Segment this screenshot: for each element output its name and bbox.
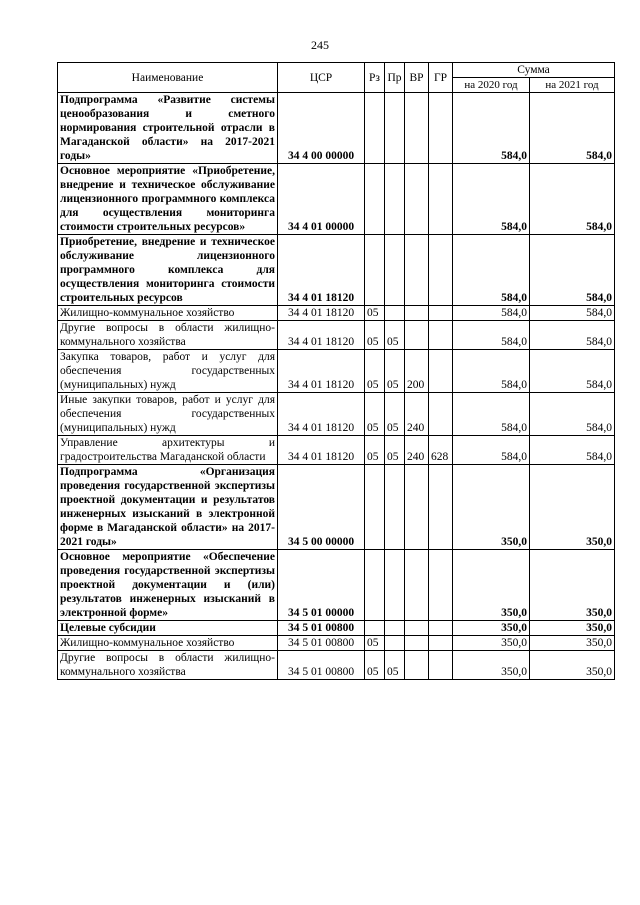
cell-pr: 05 bbox=[385, 321, 405, 350]
header-year-2021: на 2021 год bbox=[530, 78, 615, 93]
cell-sum-2020: 350,0 bbox=[453, 636, 530, 651]
cell-gr bbox=[429, 550, 453, 621]
table-row bbox=[58, 651, 615, 680]
cell-vr bbox=[405, 636, 429, 651]
cell-csr: 34 4 00 00000 bbox=[278, 93, 365, 164]
cell-pr: 05 bbox=[385, 393, 405, 436]
cell-sum-2021: 350,0 bbox=[530, 636, 615, 651]
header-csr: ЦСР bbox=[278, 63, 365, 93]
cell-csr: 34 5 01 00800 bbox=[278, 651, 365, 680]
cell-vr: 240 bbox=[405, 393, 429, 436]
cell-sum-2021: 584,0 bbox=[530, 393, 615, 436]
cell-sum-2021: 350,0 bbox=[530, 550, 615, 621]
cell-vr: 200 bbox=[405, 350, 429, 393]
cell-gr bbox=[429, 621, 453, 636]
cell-name: Целевые субсидии bbox=[58, 621, 278, 636]
cell-sum-2020: 350,0 bbox=[453, 651, 530, 680]
table-row bbox=[58, 550, 615, 621]
cell-name: Иные закупки товаров, работ и услуг для обеспечения государственных (муниципальных) нужд bbox=[58, 393, 278, 436]
cell-pr bbox=[385, 636, 405, 651]
table-row bbox=[58, 393, 615, 436]
cell-pr bbox=[385, 621, 405, 636]
cell-csr: 34 5 01 00000 bbox=[278, 550, 365, 621]
cell-csr: 34 5 01 00800 bbox=[278, 621, 365, 636]
cell-sum-2021: 350,0 bbox=[530, 465, 615, 550]
cell-gr bbox=[429, 465, 453, 550]
cell-sum-2020: 350,0 bbox=[453, 621, 530, 636]
cell-sum-2020: 584,0 bbox=[453, 350, 530, 393]
cell-vr bbox=[405, 306, 429, 321]
cell-vr: 240 bbox=[405, 436, 429, 465]
table-row bbox=[58, 306, 615, 321]
cell-vr bbox=[405, 550, 429, 621]
cell-name: Другие вопросы в области жилищно-коммунального хозяйства bbox=[58, 651, 278, 680]
cell-sum-2020: 584,0 bbox=[453, 393, 530, 436]
cell-csr: 34 4 01 00000 bbox=[278, 164, 365, 235]
cell-rz: 05 bbox=[365, 321, 385, 350]
cell-sum-2021: 584,0 bbox=[530, 306, 615, 321]
table-row bbox=[58, 93, 615, 164]
table-row bbox=[58, 465, 615, 550]
header-vr: ВР bbox=[405, 63, 429, 93]
cell-name: Закупка товаров, работ и услуг для обеспечения государственных (муниципальных) нужд bbox=[58, 350, 278, 393]
cell-sum-2021: 584,0 bbox=[530, 350, 615, 393]
cell-gr bbox=[429, 651, 453, 680]
table-row bbox=[58, 636, 615, 651]
cell-sum-2020: 584,0 bbox=[453, 436, 530, 465]
cell-rz: 05 bbox=[365, 651, 385, 680]
cell-rz bbox=[365, 550, 385, 621]
cell-rz: 05 bbox=[365, 306, 385, 321]
cell-sum-2021: 584,0 bbox=[530, 93, 615, 164]
cell-sum-2020: 350,0 bbox=[453, 465, 530, 550]
cell-gr bbox=[429, 235, 453, 306]
cell-pr bbox=[385, 550, 405, 621]
cell-csr: 34 4 01 18120 bbox=[278, 321, 365, 350]
cell-name: Другие вопросы в области жилищно-коммунального хозяйства bbox=[58, 321, 278, 350]
cell-gr: 628 bbox=[429, 436, 453, 465]
cell-csr: 34 4 01 18120 bbox=[278, 235, 365, 306]
cell-pr bbox=[385, 93, 405, 164]
cell-name: Подпрограмма «Развитие системы ценообразования и сметного нормирования строительной отрасли в Магаданской области» на 2017-2021 годы» bbox=[58, 93, 278, 164]
cell-name: Приобретение, внедрение и техническое обслуживание лицензионного программного комплекса для осуществления мониторинга стоимости строительных ресурсов bbox=[58, 235, 278, 306]
cell-sum-2020: 584,0 bbox=[453, 306, 530, 321]
cell-sum-2020: 584,0 bbox=[453, 235, 530, 306]
cell-vr bbox=[405, 93, 429, 164]
cell-sum-2021: 350,0 bbox=[530, 651, 615, 680]
cell-rz bbox=[365, 93, 385, 164]
cell-sum-2021: 584,0 bbox=[530, 321, 615, 350]
cell-sum-2021: 584,0 bbox=[530, 164, 615, 235]
cell-name: Основное мероприятие «Обеспечение проведения государственной экспертизы проектной документации и (или) результатов инженерных изысканий в электронной форме» bbox=[58, 550, 278, 621]
header-rz: Рз bbox=[365, 63, 385, 93]
cell-gr bbox=[429, 93, 453, 164]
cell-rz: 05 bbox=[365, 350, 385, 393]
page-number: 245 bbox=[311, 38, 329, 52]
header-gr: ГР bbox=[429, 63, 453, 93]
cell-vr bbox=[405, 465, 429, 550]
cell-sum-2020: 584,0 bbox=[453, 321, 530, 350]
header-name: Наименование bbox=[58, 63, 278, 93]
cell-csr: 34 5 00 00000 bbox=[278, 465, 365, 550]
table-body bbox=[58, 93, 615, 680]
cell-rz bbox=[365, 465, 385, 550]
header-year-2020: на 2020 год bbox=[453, 78, 530, 93]
cell-gr bbox=[429, 636, 453, 651]
table-row bbox=[58, 436, 615, 465]
cell-gr bbox=[429, 350, 453, 393]
table-row bbox=[58, 164, 615, 235]
cell-name: Жилищно-коммунальное хозяйство bbox=[58, 636, 278, 651]
cell-name: Подпрограмма «Организация проведения государственной экспертизы проектной документации и результатов инженерных изысканий в электронной форме в Магаданской области» на 2017-2021 годы» bbox=[58, 465, 278, 550]
cell-gr bbox=[429, 393, 453, 436]
cell-name: Управление архитектуры и градостроительства Магаданской области bbox=[58, 436, 278, 465]
table-row bbox=[58, 621, 615, 636]
cell-pr bbox=[385, 465, 405, 550]
cell-pr: 05 bbox=[385, 350, 405, 393]
cell-name: Основное мероприятие «Приобретение, внедрение и техническое обслуживание лицензионного программного комплекса для осуществления мониторинга стоимости строительных ресурсов» bbox=[58, 164, 278, 235]
table-row bbox=[58, 321, 615, 350]
cell-pr bbox=[385, 164, 405, 235]
table-row bbox=[58, 235, 615, 306]
cell-csr: 34 4 01 18120 bbox=[278, 436, 365, 465]
table-row bbox=[58, 350, 615, 393]
cell-sum-2021: 350,0 bbox=[530, 621, 615, 636]
cell-vr bbox=[405, 321, 429, 350]
header-sum: Сумма bbox=[453, 63, 615, 78]
cell-sum-2020: 584,0 bbox=[453, 164, 530, 235]
cell-sum-2021: 584,0 bbox=[530, 436, 615, 465]
cell-rz bbox=[365, 164, 385, 235]
cell-name: Жилищно-коммунальное хозяйство bbox=[58, 306, 278, 321]
budget-table bbox=[57, 62, 615, 680]
cell-gr bbox=[429, 306, 453, 321]
cell-vr bbox=[405, 235, 429, 306]
cell-csr: 34 5 01 00800 bbox=[278, 636, 365, 651]
cell-rz bbox=[365, 235, 385, 306]
cell-vr bbox=[405, 164, 429, 235]
cell-rz: 05 bbox=[365, 393, 385, 436]
cell-rz: 05 bbox=[365, 436, 385, 465]
cell-pr: 05 bbox=[385, 651, 405, 680]
cell-csr: 34 4 01 18120 bbox=[278, 393, 365, 436]
cell-vr bbox=[405, 651, 429, 680]
cell-sum-2020: 584,0 bbox=[453, 93, 530, 164]
header-pr: Пр bbox=[385, 63, 405, 93]
cell-gr bbox=[429, 321, 453, 350]
cell-pr bbox=[385, 235, 405, 306]
cell-vr bbox=[405, 621, 429, 636]
cell-sum-2021: 584,0 bbox=[530, 235, 615, 306]
cell-sum-2020: 350,0 bbox=[453, 550, 530, 621]
cell-gr bbox=[429, 164, 453, 235]
cell-rz: 05 bbox=[365, 636, 385, 651]
cell-pr: 05 bbox=[385, 436, 405, 465]
cell-csr: 34 4 01 18120 bbox=[278, 306, 365, 321]
table-header bbox=[58, 63, 615, 93]
cell-pr bbox=[385, 306, 405, 321]
cell-csr: 34 4 01 18120 bbox=[278, 350, 365, 393]
cell-rz bbox=[365, 621, 385, 636]
